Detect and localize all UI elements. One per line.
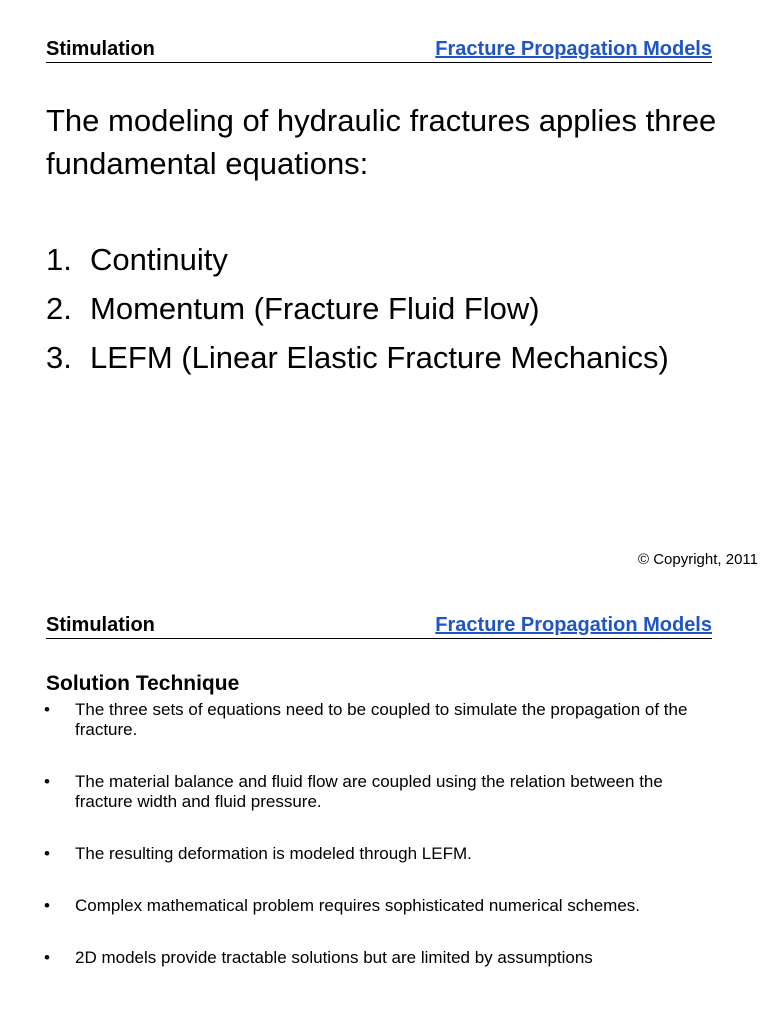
list-item — [46, 336, 669, 385]
list-item — [44, 896, 724, 916]
bullet-icon: • — [44, 700, 50, 719]
list-item-text: Momentum (Fracture Fluid Flow) — [90, 291, 540, 326]
bullet-list — [44, 700, 724, 1000]
list-item-text: The three sets of equations need to be coupled to simulate the propagation of the fracture. — [75, 700, 688, 739]
list-number: 3. — [46, 340, 72, 375]
list-item — [44, 844, 724, 864]
slide-solution-technique — [0, 596, 768, 1024]
list-item — [44, 700, 724, 740]
list-item — [44, 948, 724, 968]
bullet-icon: • — [44, 948, 50, 967]
bullet-icon: • — [44, 844, 50, 863]
list-item-text: The resulting deformation is modeled through LEFM. — [75, 844, 472, 863]
list-item — [46, 287, 669, 336]
section-title: Stimulation — [46, 614, 155, 636]
slide-header — [46, 38, 712, 64]
list-item-text: LEFM (Linear Elastic Fracture Mechanics) — [90, 340, 669, 375]
bullet-icon: • — [44, 772, 50, 791]
fracture-propagation-models-link[interactable]: Fracture Propagation Models — [435, 38, 712, 60]
list-number: 2. — [46, 291, 72, 326]
list-item-text: The material balance and fluid flow are coupled using the relation between the fracture width and fluid pressure. — [75, 772, 663, 811]
section-title: Stimulation — [46, 38, 155, 60]
list-number: 1. — [46, 242, 72, 277]
intro-text: The modeling of hydraulic fractures applies three fundamental equations: — [46, 103, 717, 181]
header-underline — [46, 638, 712, 639]
fracture-propagation-models-link[interactable]: Fracture Propagation Models — [435, 614, 712, 636]
header-underline — [46, 62, 712, 63]
list-item — [44, 772, 724, 812]
bullet-icon: • — [44, 896, 50, 915]
solution-technique-heading: Solution Technique — [46, 672, 240, 695]
equation-list — [46, 238, 669, 385]
list-item-text: Complex mathematical problem requires sophisticated numerical schemes. — [75, 896, 641, 915]
list-item-text: 2D models provide tractable solutions but are limited by assumptions — [75, 948, 593, 967]
list-item-text: Continuity — [90, 242, 228, 277]
slide-header — [46, 614, 712, 640]
list-item — [46, 238, 669, 287]
copyright-notice: © Copyright, 2011 — [637, 551, 758, 568]
